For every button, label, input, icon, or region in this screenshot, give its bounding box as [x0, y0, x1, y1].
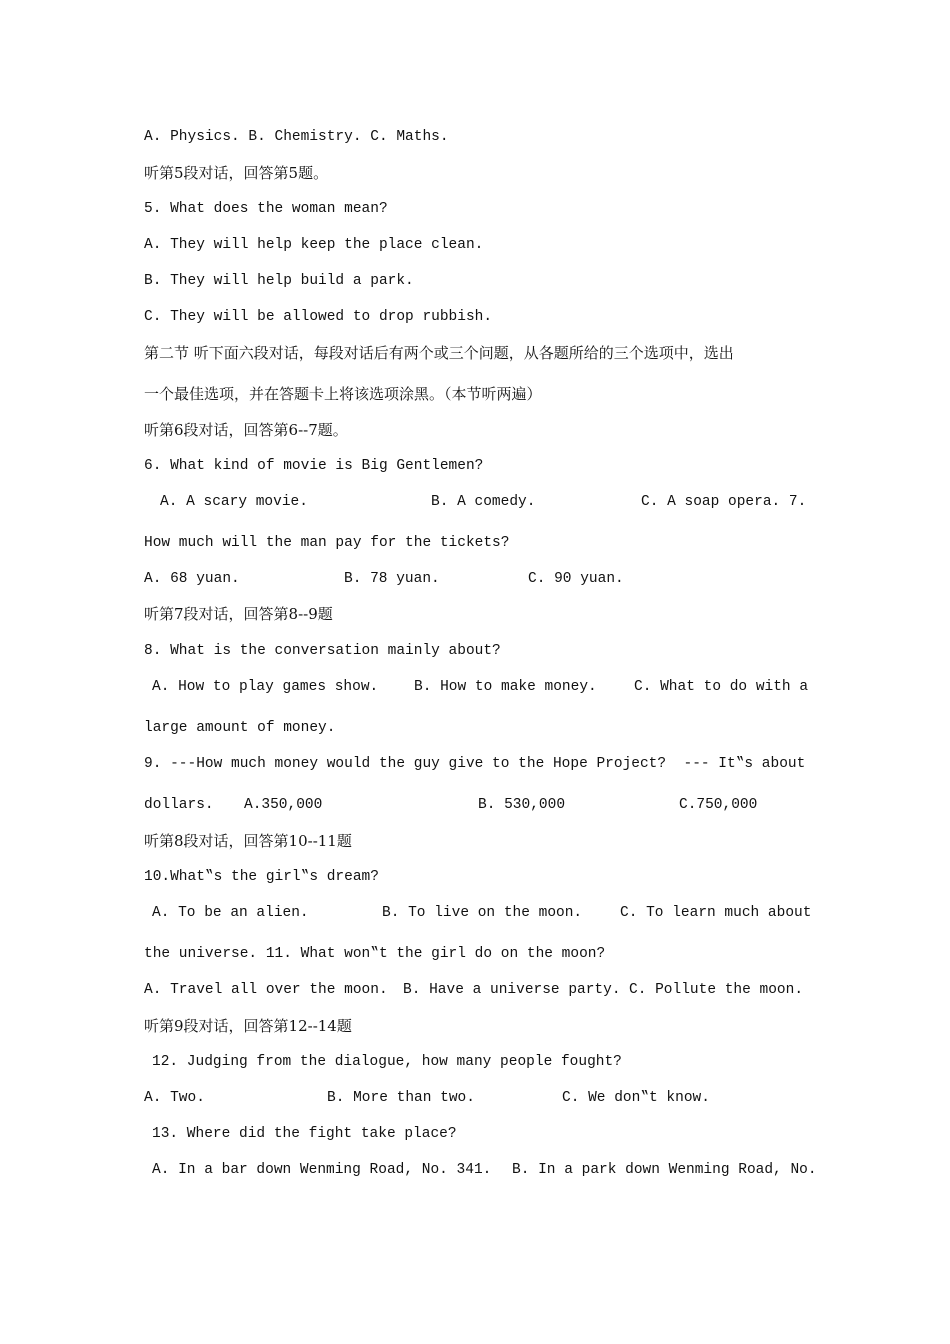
q5-option-b: B. They will help build a park.: [144, 273, 414, 289]
q12-option-b: B. More than two.: [327, 1090, 475, 1106]
q6-question: 6. What kind of movie is Big Gentlemen?: [144, 458, 484, 474]
q9-question-cont: dollars.: [144, 797, 214, 813]
q11-option-b: B. Have a universe party.: [403, 982, 621, 998]
q8-option-b: B. How to make money.: [414, 679, 597, 695]
q7-option-c: C. 90 yuan.: [528, 571, 624, 587]
q7-option-b: B. 78 yuan.: [344, 571, 440, 587]
q8-option-a: A. How to play games show.: [152, 679, 379, 695]
section-instruction-5: 听第5段对话，回答第5题。: [144, 164, 329, 182]
q11-option-a: A. Travel all over the moon.: [144, 982, 388, 998]
q13-option-b: B. In a park down Wenming Road, No.: [512, 1162, 817, 1178]
q11-option-c: C. Pollute the moon.: [629, 982, 804, 998]
q13-option-a: A. In a bar down Wenming Road, No. 341.: [152, 1162, 492, 1178]
q10-option-b: B. To live on the moon.: [382, 905, 583, 921]
q8-question: 8. What is the conversation mainly about?: [144, 643, 501, 659]
section-instruction-8: 听第8段对话，回答第10--11题: [144, 832, 352, 850]
part-two-heading-cont: 一个最佳选项，并在答题卡上将该选项涂黑。（本节听两遍）: [144, 385, 542, 403]
q12-question: 12. Judging from the dialogue, how many people fought?: [152, 1054, 622, 1070]
q5-option-c: C. They will be allowed to drop rubbish.: [144, 309, 493, 325]
q8-option-c-cont: large amount of money.: [144, 720, 336, 736]
q5-question: 5. What does the woman mean?: [144, 201, 388, 217]
q9-question: 9. ---How much money would the guy give to the Hope Project? --- It‟s about: [144, 756, 806, 772]
q9-option-a: A.350,000: [244, 797, 323, 813]
q11-question: the universe. 11. What won‟t the girl do on the moon?: [144, 946, 606, 962]
q10-option-a: A. To be an alien.: [152, 905, 309, 921]
q6-option-b: B. A comedy.: [431, 494, 536, 510]
q8-option-c: C. What to do with a: [634, 679, 809, 695]
q7-option-a: A. 68 yuan.: [144, 571, 240, 587]
q6-option-a: A. A scary movie.: [160, 494, 308, 510]
q7-question: How much will the man pay for the tickets?: [144, 535, 510, 551]
q9-option-b: B. 530,000: [478, 797, 566, 813]
q10-option-c: C. To learn much about: [620, 905, 812, 921]
section-instruction-9: 听第9段对话，回答第12--14题: [144, 1017, 352, 1035]
q6-option-c: C. A soap opera. 7.: [641, 494, 807, 510]
section-instruction-6: 听第6段对话，回答第6--7题。: [144, 421, 348, 439]
section-instruction-7: 听第7段对话，回答第8--9题: [144, 605, 333, 623]
q10-question: 10.What‟s the girl‟s dream?: [144, 869, 379, 885]
q9-option-c: C.750,000: [679, 797, 758, 813]
part-two-heading: 第二节 听下面六段对话，每段对话后有两个或三个问题，从各题所给的三个选项中，选出: [144, 344, 734, 362]
q5-option-a: A. They will help keep the place clean.: [144, 237, 484, 253]
q12-option-c: C. We don‟t know.: [562, 1090, 710, 1106]
q13-question: 13. Where did the fight take place?: [152, 1126, 457, 1142]
q12-option-a: A. Two.: [144, 1090, 205, 1106]
q4-options: A. Physics. B. Chemistry. C. Maths.: [144, 129, 449, 145]
